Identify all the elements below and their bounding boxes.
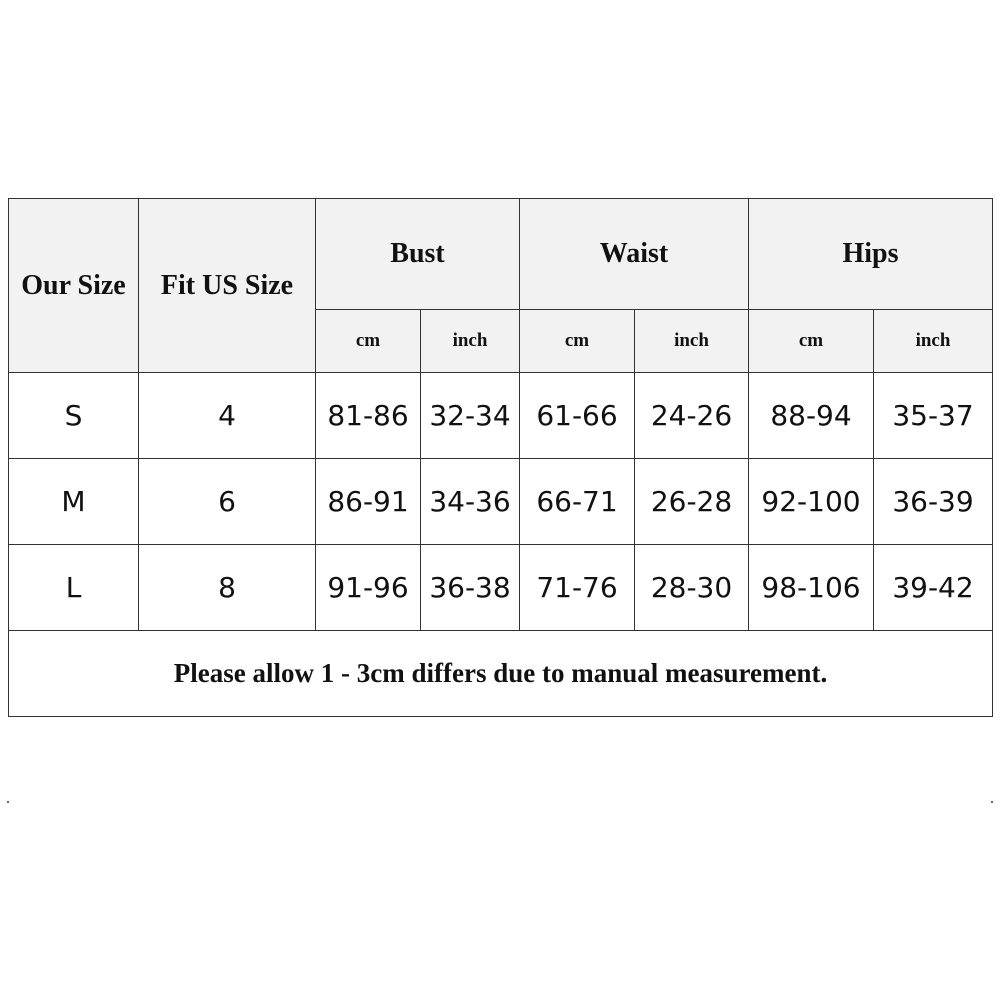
cell-bust-inch: 36-38	[421, 545, 520, 631]
header-our-size: Our Size	[9, 199, 139, 373]
note-row	[9, 631, 993, 717]
cell-hips-inch: 35-37	[874, 373, 993, 459]
cell-waist-cm: 61-66	[520, 373, 635, 459]
cell-waist-cm: 71-76	[520, 545, 635, 631]
header-hips-inch: inch	[874, 310, 993, 373]
cell-hips-inch: 39-42	[874, 545, 993, 631]
header-bust-inch: inch	[421, 310, 520, 373]
size-chart-table	[8, 198, 993, 717]
cell-our-size: M	[9, 459, 139, 545]
header-waist: Waist	[520, 199, 749, 310]
cell-bust-cm: 91-96	[316, 545, 421, 631]
table-row	[9, 545, 993, 631]
cell-waist-inch: 28-30	[635, 545, 749, 631]
cell-bust-cm: 81-86	[316, 373, 421, 459]
corner-dot-right	[991, 801, 993, 803]
cell-fit-us-size: 6	[139, 459, 316, 545]
header-bust: Bust	[316, 199, 520, 310]
cell-hips-cm: 88-94	[749, 373, 874, 459]
cell-fit-us-size: 8	[139, 545, 316, 631]
header-fit-us-size: Fit US Size	[139, 199, 316, 373]
cell-waist-inch: 26-28	[635, 459, 749, 545]
cell-fit-us-size: 4	[139, 373, 316, 459]
cell-bust-inch: 32-34	[421, 373, 520, 459]
header-waist-cm: cm	[520, 310, 635, 373]
cell-hips-inch: 36-39	[874, 459, 993, 545]
cell-hips-cm: 98-106	[749, 545, 874, 631]
cell-our-size: L	[9, 545, 139, 631]
table-row	[9, 373, 993, 459]
cell-bust-inch: 34-36	[421, 459, 520, 545]
header-row-groups	[9, 199, 993, 310]
corner-dot-left	[7, 801, 9, 803]
table-row	[9, 459, 993, 545]
header-hips-cm: cm	[749, 310, 874, 373]
cell-waist-inch: 24-26	[635, 373, 749, 459]
measurement-note: Please allow 1 - 3cm differs due to manual measurement.	[9, 631, 993, 717]
header-hips: Hips	[749, 199, 993, 310]
cell-our-size: S	[9, 373, 139, 459]
cell-waist-cm: 66-71	[520, 459, 635, 545]
header-waist-inch: inch	[635, 310, 749, 373]
cell-bust-cm: 86-91	[316, 459, 421, 545]
header-bust-cm: cm	[316, 310, 421, 373]
cell-hips-cm: 92-100	[749, 459, 874, 545]
